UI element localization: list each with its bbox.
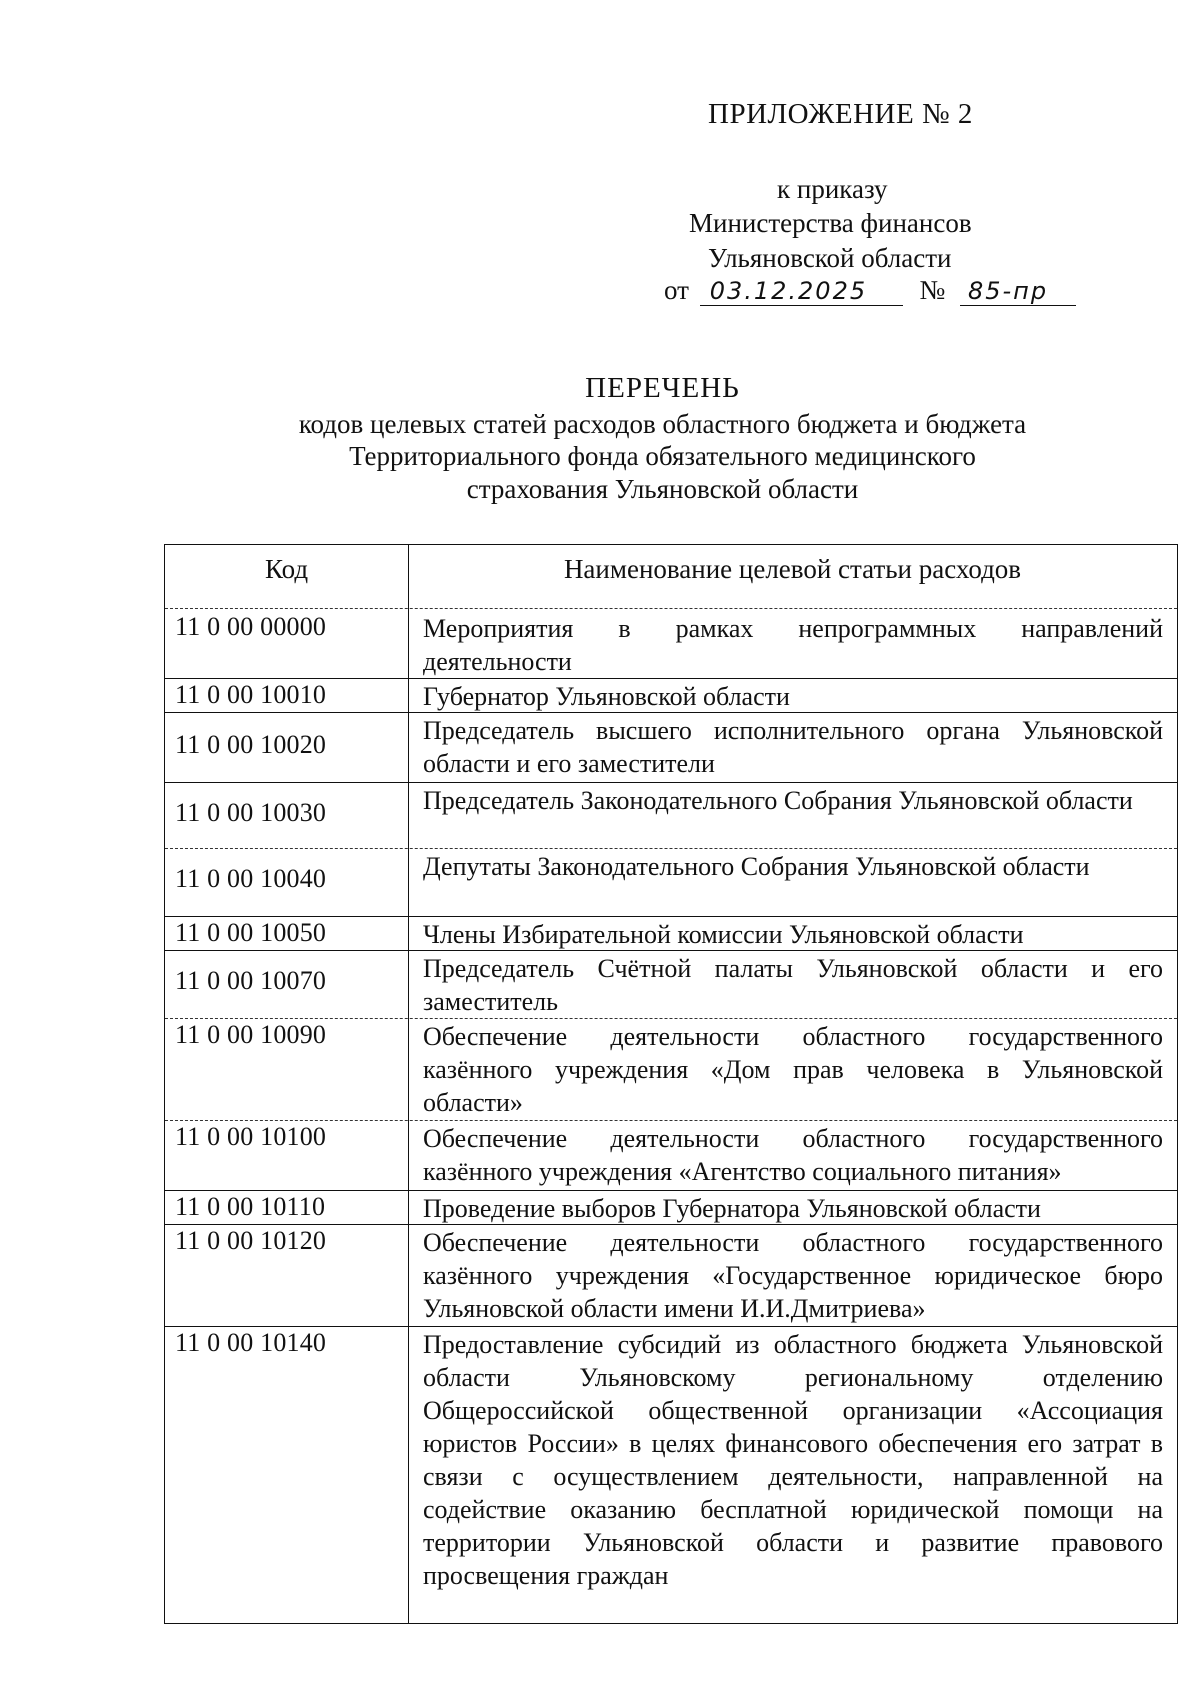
row-divider <box>165 678 1177 679</box>
row-divider <box>165 1326 1177 1327</box>
annex-line-ministry: Министерства финансов <box>689 208 972 238</box>
row-name: Мероприятия в рамках непрограммных направлений деятельности <box>423 614 1163 676</box>
annex-line-region: Ульяновской области <box>708 243 952 273</box>
annex-title: ПРИЛОЖЕНИЕ № 2 <box>708 98 973 130</box>
row-divider <box>165 1018 1177 1019</box>
annex-line-order: к приказу <box>777 174 888 204</box>
row-code: 11 0 00 10020 <box>175 730 327 759</box>
row-code: 11 0 00 10110 <box>175 1192 326 1221</box>
table-column-divider <box>408 544 409 1624</box>
header-code: Код <box>264 554 309 584</box>
handwritten-date: 03.12.2025 <box>700 277 903 306</box>
row-code: 11 0 00 10100 <box>175 1122 327 1151</box>
row-name: Председатель высшего исполнительного органа Ульяновской области и его заместители <box>423 716 1163 778</box>
row-name: Председатель Законодательного Собрания Ульяновской области <box>423 786 1133 815</box>
row-name: Обеспечение деятельности областного государственного казённого учреждения «Дом прав человека в Ульяновской области» <box>423 1022 1163 1117</box>
row-name: Обеспечение деятельности областного государственного казённого учреждения «Государственное юридическое бюро Ульяновской области имени И.И.Дмитриева» <box>423 1228 1163 1323</box>
list-subtitle-line: страхования Ульяновской области <box>466 474 859 504</box>
row-code: 11 0 00 10070 <box>175 966 327 995</box>
header-name: Наименование целевой статьи расходов <box>563 554 1022 584</box>
row-name: Губернатор Ульяновской области <box>423 682 790 711</box>
annex-date-number-line <box>664 275 1076 306</box>
row-divider <box>165 712 1177 713</box>
row-name: Депутаты Законодательного Собрания Ульяновской области <box>423 852 1090 881</box>
row-divider <box>165 848 1177 849</box>
row-divider <box>165 608 1177 609</box>
row-divider <box>165 916 1177 917</box>
row-code: 11 0 00 10120 <box>175 1226 327 1255</box>
codes-table <box>164 544 1178 1624</box>
row-divider <box>165 950 1177 951</box>
table-bottom-border <box>165 1623 1177 1624</box>
row-name: Проведение выборов Губернатора Ульяновской области <box>423 1194 1041 1223</box>
list-title: ПЕРЕЧЕНЬ <box>585 372 740 404</box>
list-subtitle-line: кодов целевых статей расходов областного бюджета и бюджета <box>298 409 1027 439</box>
row-code: 11 0 00 10040 <box>175 864 327 893</box>
date-prefix: от <box>664 275 689 305</box>
list-subtitle-line: Территориального фонда обязательного медицинского <box>349 441 976 471</box>
row-code: 11 0 00 10090 <box>175 1020 327 1049</box>
row-name: Члены Избирательной комиссии Ульяновской области <box>423 920 1024 949</box>
row-code: 11 0 00 00000 <box>175 612 327 641</box>
row-code: 11 0 00 10030 <box>175 798 327 827</box>
row-code: 11 0 00 10010 <box>175 680 327 709</box>
row-divider <box>165 1190 1177 1191</box>
table-top-border <box>165 544 1177 545</box>
row-divider <box>165 1224 1177 1225</box>
row-code: 11 0 00 10050 <box>175 918 327 947</box>
row-divider <box>165 782 1177 783</box>
row-name: Обеспечение деятельности областного государственного казённого учреждения «Агентство социального питания» <box>423 1124 1163 1186</box>
row-code: 11 0 00 10140 <box>175 1328 327 1357</box>
row-divider <box>165 1120 1177 1121</box>
handwritten-number: 85-пр <box>960 277 1076 306</box>
number-prefix: № <box>919 275 946 305</box>
row-name: Предоставление субсидий из областного бюджета Ульяновской области Ульяновскому региональному отделению Общероссийской общественной организации «Ассоциация юристов России» в целях финансового обеспечения его затрат в связи с осуществлением деятельности, направленной на содействие оказанию бесплатной юридической помощи на территории Ульяновской области и развитие правового просвещения граждан <box>423 1330 1163 1590</box>
row-name: Председатель Счётной палаты Ульяновской области и его заместитель <box>423 954 1163 1016</box>
